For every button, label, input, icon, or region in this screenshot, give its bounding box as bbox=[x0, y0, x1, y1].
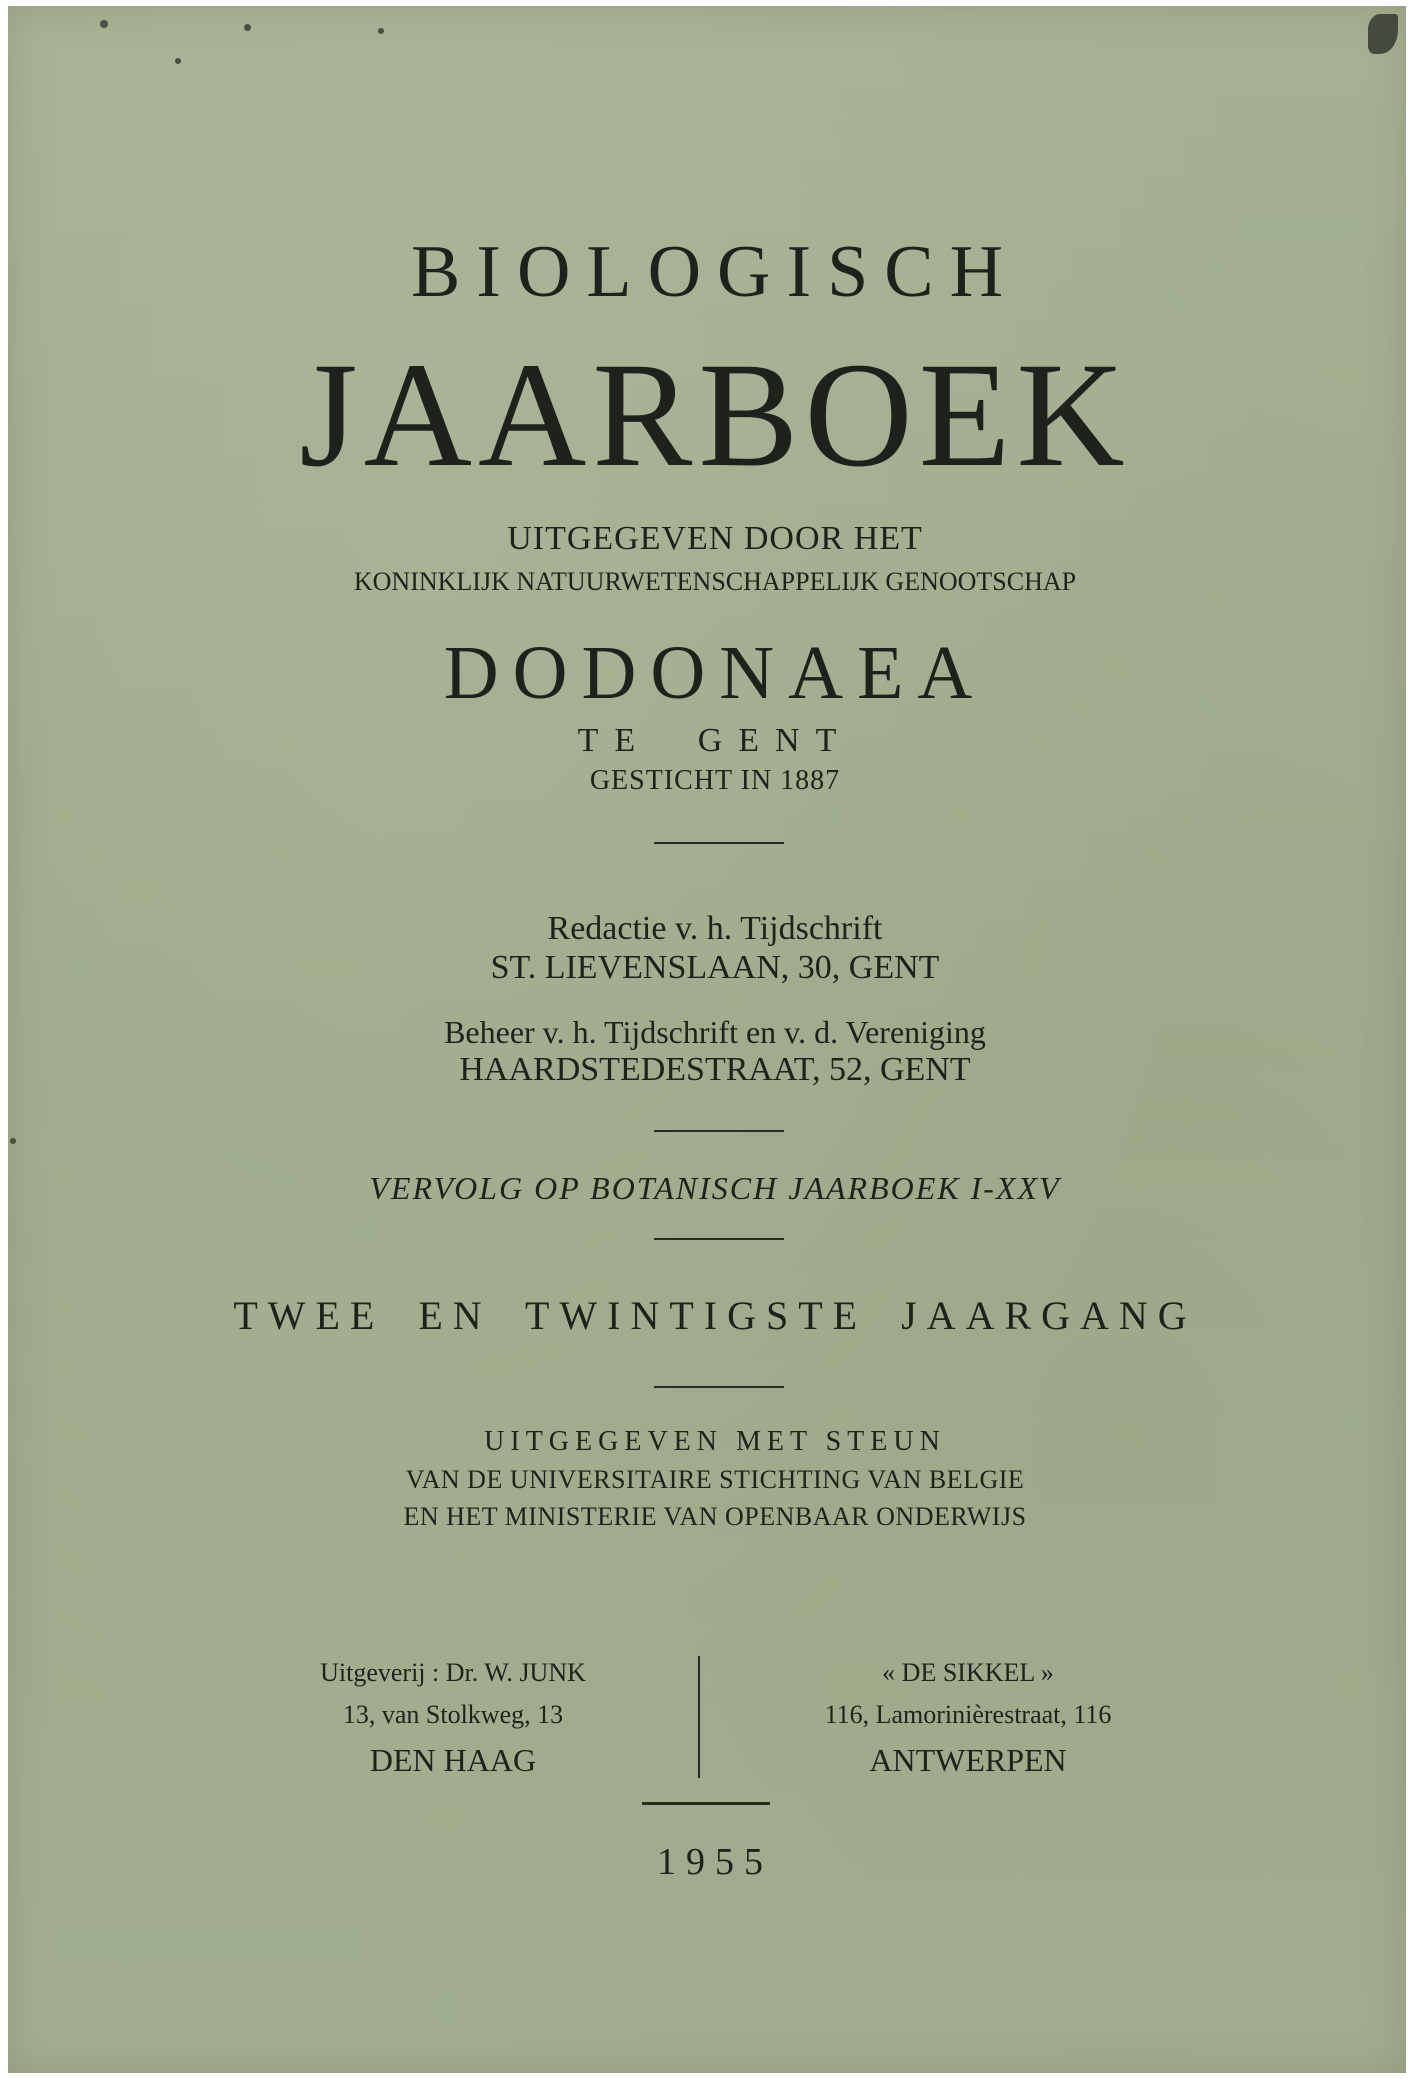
publisher-left-line-1: Uitgeverij : Dr. W. JUNK bbox=[320, 1658, 586, 1687]
publisher-line-2: KONINKLIJK NATUURWETENSCHAPPELIJK GENOOTSCHAP bbox=[353, 567, 1077, 596]
volume-text: TWEE EN TWINTIGSTE JAARGANG bbox=[233, 1293, 1197, 1338]
society-name: DODONAEA bbox=[443, 631, 987, 715]
support-line-3: EN HET MINISTERIE VAN OPENBAAR ONDERWIJS bbox=[403, 1502, 1027, 1531]
publisher-right-line-1: « DE SIKKEL » bbox=[882, 1658, 1054, 1687]
support-line-1: UITGEGEVEN MET STEUN bbox=[484, 1426, 946, 1457]
paper-speck bbox=[378, 28, 384, 34]
divider bbox=[654, 1130, 784, 1132]
management-address: HAARDSTEDESTRAAT, 52, GENT bbox=[459, 1051, 971, 1088]
support-line-2: VAN DE UNIVERSITAIRE STICHTING VAN BELGIE bbox=[405, 1465, 1025, 1494]
continuation-text: VERVOLG OP BOTANISCH JAARBOEK I-XXV bbox=[369, 1170, 1061, 1206]
title-main: JAARBOEK bbox=[299, 332, 1131, 498]
founded-text: GESTICHT IN 1887 bbox=[589, 765, 841, 796]
publisher-left-line-2: 13, van Stolkweg, 13 bbox=[342, 1700, 564, 1729]
divider bbox=[642, 1802, 770, 1805]
divider bbox=[654, 1238, 784, 1240]
corner-wear bbox=[1368, 14, 1398, 54]
year-text: 1955 bbox=[657, 1841, 773, 1883]
title-top: BIOLOGISCH bbox=[410, 231, 1020, 313]
publisher-right-city: ANTWERPEN bbox=[869, 1742, 1067, 1778]
paper-speck bbox=[100, 20, 108, 28]
paper-speck bbox=[175, 58, 181, 64]
paper-speck bbox=[10, 1138, 16, 1144]
editorial-label: Redactie v. h. Tijdschrift bbox=[547, 910, 883, 947]
divider bbox=[654, 842, 784, 844]
divider bbox=[654, 1386, 784, 1388]
publisher-line-1: UITGEGEVEN DOOR HET bbox=[507, 520, 923, 557]
paper-speck bbox=[244, 24, 251, 31]
column-separator bbox=[698, 1656, 700, 1778]
editorial-address: ST. LIEVENSLAAN, 30, GENT bbox=[490, 949, 940, 986]
publisher-right-line-2: 116, Lamorinièrestraat, 116 bbox=[824, 1700, 1112, 1729]
book-cover bbox=[8, 6, 1406, 2073]
society-city: TE GENT bbox=[577, 722, 853, 759]
publisher-left-city: DEN HAAG bbox=[369, 1742, 537, 1778]
management-label: Beheer v. h. Tijdschrift en v. d. Vereniging bbox=[444, 1014, 986, 1050]
